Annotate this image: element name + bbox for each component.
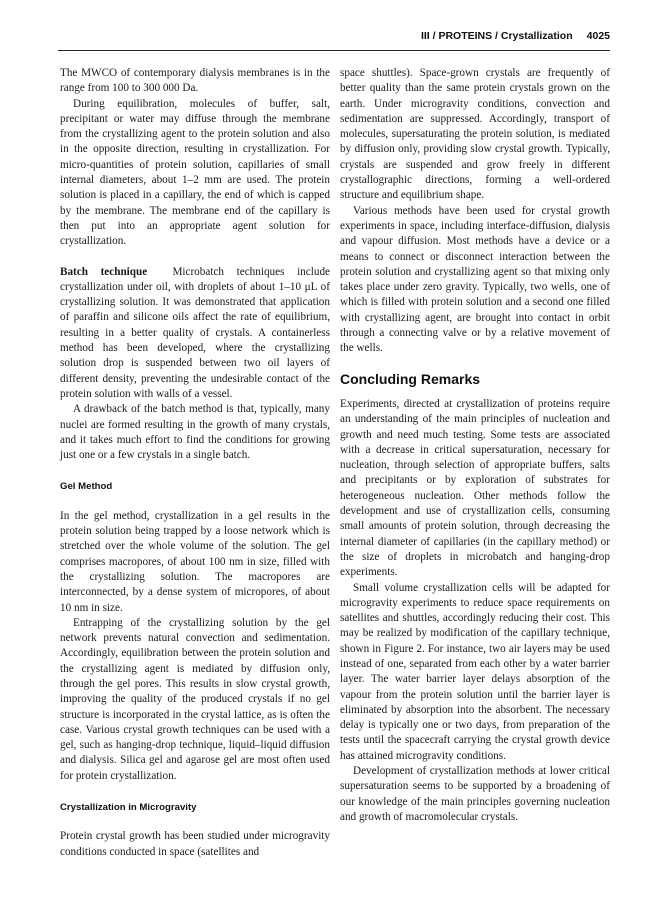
batch-technique-runin-heading: Batch technique xyxy=(60,265,148,278)
paragraph: Protein crystal growth has been studied under microgravity conditions conducted in space (satellites and xyxy=(60,830,330,858)
right-column xyxy=(340,66,610,825)
batch-technique-text: Microbatch techniques include crystallization under oil, with droplets of about 1–10 μL of crystallizing solution. It was demonstrated that application of paraffin and silicone oils affect the rate of equilibrium, resulting in a better quality of crystals. A containerless method has been developed, where the crystallizing solution drop is suspended between two oil layers of different density, preventing the undesirable contact of the protein solution with walls of a vessel. xyxy=(60,265,331,400)
section-heading-concluding-remarks: Concluding Remarks xyxy=(340,370,481,387)
section-heading-gel-method: Gel Method xyxy=(60,481,113,493)
paragraph: Development of crystallization methods at lower critical supersaturation seems to be supported by a broadening of our knowledge of the main principles governing nucleation and growth of macromolecular crystals. xyxy=(340,765,610,823)
paragraph: Small volume crystallization cells will be adapted for microgravity experiments to reduce space requirements on satellites and shuttles, accordingly reducing their cost. This may be realized by modification of the capillary technique, shown in Figure 2. For instance, two air layers may be used instead of one, separated from each other by a water barrier layer. The water barrier layer delays absorption of the vapour from the protein solution until the barrier layer is eliminated by absorption into the absorbent. The necessary delay is typically one or two days, from preparation of the tests until the spacecraft carrying the crystal growth device has attained microgravity conditions. xyxy=(340,581,610,762)
left-column xyxy=(60,66,330,860)
paragraph: Experiments, directed at crystallization of proteins require an understanding of the main principles of nucleation and growth and need much testing. Some tests are associated with a decrease in critical supersaturation, necessary for nucleation, through selection of appropriate buffers, salts and precipitants or by exploration of substrates for heterogeneous nucleation. Other methods follow the development and use of crystallization cells, consuming small amounts of protein solution, through decreasing the internal diameter of capillaries (in the capillary method) or the size of droplets in microbatch and hanging-drop experiments. xyxy=(340,397,610,579)
paragraph: A drawback of the batch method is that, typically, many nuclei are formed resulting in the growth of many crystals, and it takes much effort to find the conditions for growing just one or a few crystals in a single batch. xyxy=(60,403,330,462)
batch-technique-paragraph xyxy=(60,265,330,403)
paragraph: During equilibration, molecules of buffer, salt, precipitant or water may diffuse through the membrane from the crystallizing agent to the protein solution and also in the opposite direction, resulting in crystallization. For micro-quantities of protein solution, capillaries of small internal diameters, about 1–2 mm are used. The protein solution is placed in a capillary, the end of which is capped by the membrane. The membrane end of the capillary is then put into an appropriate agent solution for crystallization. xyxy=(60,97,330,248)
running-header xyxy=(0,30,610,42)
page-number: 4025 xyxy=(586,30,610,42)
header-rule xyxy=(58,50,610,51)
paragraph: Various methods have been used for crystal growth experiments in space, including interface-diffusion, dialysis and vapour diffusion. Most methods have a device or a means to connect or disconnect interaction between the protein solution and crystallizing agent so that mixing only takes place under zero gravity. Typically, two wells, one of which is filled with protein solution and a second one filled with crystallizing agent, are brought into contact in orbit through a connecting valve or by a relative movement of the wells. xyxy=(340,204,610,355)
section-heading-microgravity: Crystallization in Microgravity xyxy=(60,802,197,814)
running-title: III / PROTEINS / Crystallization xyxy=(420,30,573,42)
paragraph: In the gel method, crystallization in a gel results in the protein solution being trapped by a loose network which is stretched over the whole volume of the solution. The gel comprises macropores, of about 100 nm in size, filled with the crystallizing solution. The macropores are interconnected, by a dense system of micropores, of about 10 nm in size. xyxy=(60,509,330,614)
paragraph: Entrapping of the crystallizing solution by the gel network prevents natural convection and sedimentation. Accordingly, equilibration between the protein solution and the crystallizing agent is mediated by diffusion only, through the gel pores. This results in slow crystal growth, improving the quality of the produced crystals if no gel structure is incorporated in the crystal lattice, as is often the case. Various crystal growth techniques can be used with a gel, such as hanging-drop technique, liquid–liquid diffusion and dialysis. Silica gel and agarose gel are most often used for protein crystallization. xyxy=(60,616,330,782)
paragraph: The MWCO of contemporary dialysis membranes is in the range from 100 to 300 000 Da. xyxy=(60,67,330,95)
paragraph: space shuttles). Space-grown crystals are frequently of better quality than the same protein crystals grown on the earth. Under microgravity conditions, convection and sedimentation are suppressed. Accordingly, transport of molecules, supersaturating the protein solution, is mediated by diffusion only, providing slow crystal growth. Typically, crystals are suspended and grow freely in different crystallographic directions, forming a well-ordered structure and equilibrium shape. xyxy=(340,67,610,202)
